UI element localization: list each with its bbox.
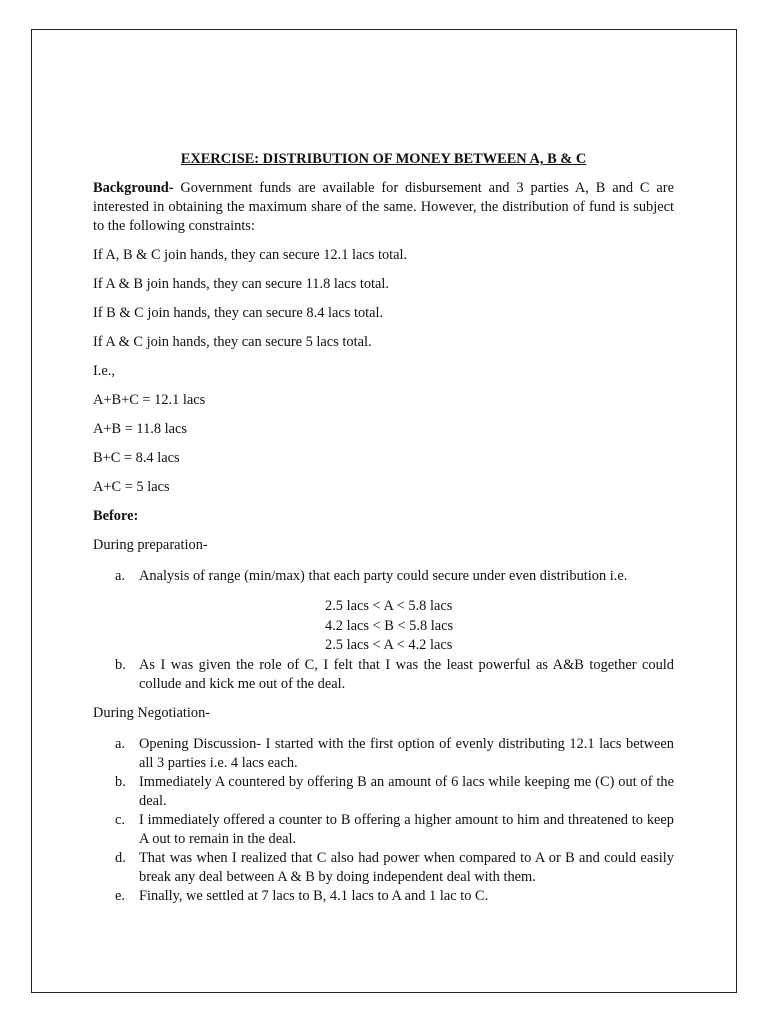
background-text: Government funds are available for disbursement and 3 parties A, B and C are interested in obtaining the maximum share of the same. However, the distribution of fund is subject to the following constraints: (93, 180, 674, 234)
preparation-heading: During preparation- (93, 537, 208, 553)
ie-label: I.e., (93, 363, 115, 379)
list-item-text: That was when I realized that C also had power when compared to A or B and could easily break any deal between A & B by doing independent deal with them. (139, 849, 674, 885)
list-item (93, 567, 674, 656)
range-line: 2.5 lacs < A < 4.2 lacs (325, 637, 453, 653)
list-item-text: Analysis of range (min/max) that each party could secure under even distribution i.e. (139, 568, 628, 584)
list-item (93, 849, 674, 887)
list-item-text: I immediately offered a counter to B offering a higher amount to him and threatened to keep A out to remain in the deal. (139, 811, 674, 847)
background-paragraph (93, 179, 674, 236)
list-marker: e. (115, 887, 125, 904)
equation-line: A+B = 11.8 lacs (93, 421, 188, 437)
list-item (93, 811, 674, 849)
list-item-text: As I was given the role of C, I felt that I was the least powerful as A&B together could collude and kick me out of the deal. (139, 656, 674, 692)
list-item (93, 656, 674, 694)
document-body (93, 150, 674, 914)
background-label: Background- (93, 180, 174, 196)
document-title: EXERCISE: DISTRIBUTION OF MONEY BETWEEN A, B & C (180, 151, 587, 167)
equation-line: A+B+C = 12.1 lacs (93, 392, 206, 408)
before-heading-text: Before: (93, 508, 139, 524)
list-marker: d. (115, 849, 126, 866)
before-heading (93, 507, 674, 526)
constraint-line: If A, B & C join hands, they can secure 12.1 lacs total. (93, 247, 408, 263)
list-item-text: Opening Discussion- I started with the first option of evenly distributing 12.1 lacs between all 3 parties i.e. 4 lacs each. (139, 735, 674, 771)
equation-line: A+C = 5 lacs (93, 479, 170, 495)
list-item (93, 735, 674, 773)
list-marker: c. (115, 811, 125, 828)
constraint-line: If A & B join hands, they can secure 11.8 lacs total. (93, 276, 390, 292)
list-item-text: Immediately A countered by offering B an amount of 6 lacs while keeping me (C) out of the deal. (139, 773, 674, 809)
range-block (139, 597, 674, 656)
list-item (93, 773, 674, 811)
constraint-line: If A & C join hands, they can secure 5 lacs total. (93, 334, 372, 350)
list-marker: a. (115, 735, 125, 752)
negotiation-list (93, 735, 674, 906)
negotiation-heading: During Negotiation- (93, 704, 211, 721)
preparation-list (93, 567, 674, 694)
equation-line: B+C = 8.4 lacs (93, 450, 180, 466)
constraint-line: If B & C join hands, they can secure 8.4 lacs total. (93, 305, 384, 321)
list-item-text: Finally, we settled at 7 lacs to B, 4.1 lacs to A and 1 lac to C. (139, 887, 489, 904)
list-item (93, 887, 674, 906)
range-line: 2.5 lacs < A < 5.8 lacs (325, 598, 453, 614)
list-marker: b. (115, 773, 126, 790)
list-marker: b. (115, 656, 126, 673)
range-line: 4.2 lacs < B < 5.8 lacs (325, 617, 454, 634)
list-marker: a. (115, 568, 125, 584)
